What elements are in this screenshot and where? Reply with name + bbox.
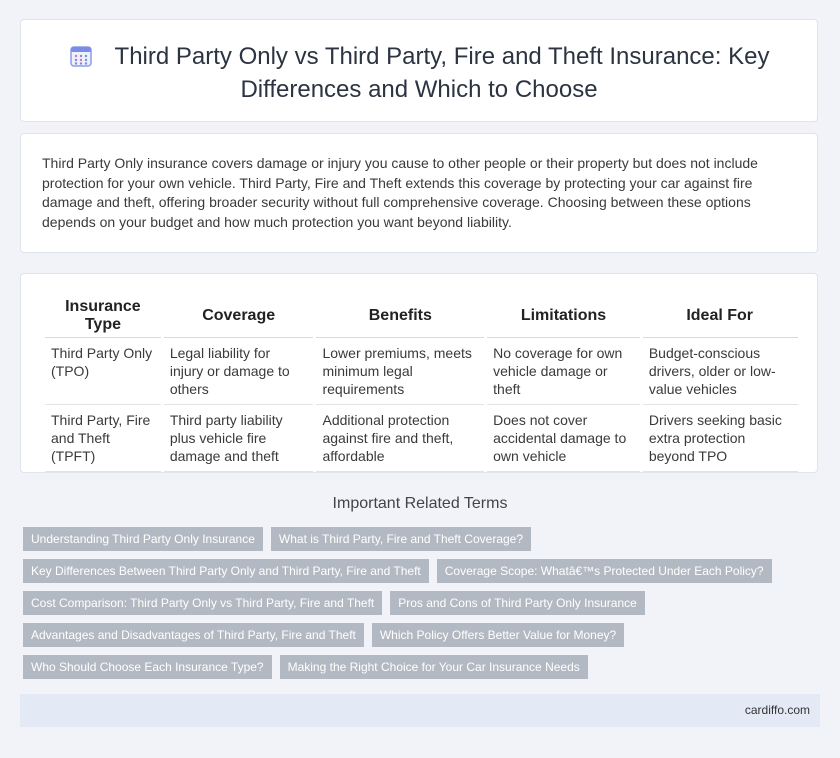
table-cell: Third Party Only (TPO) [44,338,163,405]
table-cell: No coverage for own vehicle damage or theft [486,338,642,405]
title-card [20,19,818,122]
column-header: Benefits [315,294,486,338]
column-header: Coverage [162,294,315,338]
calendar-icon [69,44,93,75]
table-cell: Third Party, Fire and Theft (TPFT) [44,405,163,472]
tag-row [23,655,803,679]
column-header: Ideal For [641,294,798,338]
related-term-tag[interactable]: Pros and Cons of Third Party Only Insurance [390,591,645,615]
table-cell: Drivers seeking basic extra protection beyond TPO [641,405,798,472]
footer-site-link[interactable]: cardiffo.com [744,703,810,717]
related-term-tag[interactable]: What is Third Party, Fire and Theft Coverage? [271,527,531,551]
table-cell: Does not cover accidental damage to own vehicle [486,405,642,472]
related-term-tag[interactable]: Key Differences Between Third Party Only and Third Party, Fire and Theft [23,559,429,583]
related-term-tag[interactable]: Which Policy Offers Better Value for Money? [372,623,624,647]
related-term-tag[interactable]: Advantages and Disadvantages of Third Party, Fire and Theft [23,623,364,647]
table-cell: Budget-conscious drivers, older or low-value vehicles [641,338,798,405]
table-cell: Additional protection against fire and theft, affordable [315,405,486,472]
related-terms-list [23,527,803,687]
column-header: Limitations [486,294,642,338]
footer [20,694,820,727]
related-term-tag[interactable]: Who Should Choose Each Insurance Type? [23,655,272,679]
related-term-tag[interactable]: Coverage Scope: Whatâ€™s Protected Under Each Policy? [437,559,772,583]
table-cell: Lower premiums, meets minimum legal requirements [315,338,486,405]
page-title-text: Third Party Only vs Third Party, Fire and Theft Insurance: Key Differences and Which to Choose [114,43,770,103]
related-term-tag[interactable]: Understanding Third Party Only Insurance [23,527,263,551]
page-title [61,42,777,104]
table-cell: Third party liability plus vehicle fire damage and theft [162,405,315,472]
tag-row [23,623,803,647]
related-terms-heading: Important Related Terms [332,495,508,512]
table-header-row [44,294,799,338]
tag-row [23,591,803,615]
intro-paragraph: Third Party Only insurance covers damage or injury you cause to other people or their property but does not include protection for your own vehicle. Third Party, Fire and Theft extends this coverage by protecting your car against fire damage and theft, offering broader security without full comprehensive coverage. Choosing between these options depends on your budget and how much protection you want beyond liability. [42,155,758,230]
related-term-tag[interactable]: Making the Right Choice for Your Car Insurance Needs [280,655,588,679]
table-row [44,405,799,472]
column-header: Insurance Type [44,294,163,338]
tag-row [23,527,803,551]
table-row [44,338,799,405]
table-cell: Legal liability for injury or damage to others [162,338,315,405]
intro-card [20,133,818,253]
tag-row [23,559,803,583]
related-term-tag[interactable]: Cost Comparison: Third Party Only vs Third Party, Fire and Theft [23,591,382,615]
comparison-table-card [20,273,818,473]
comparison-table [42,294,798,472]
